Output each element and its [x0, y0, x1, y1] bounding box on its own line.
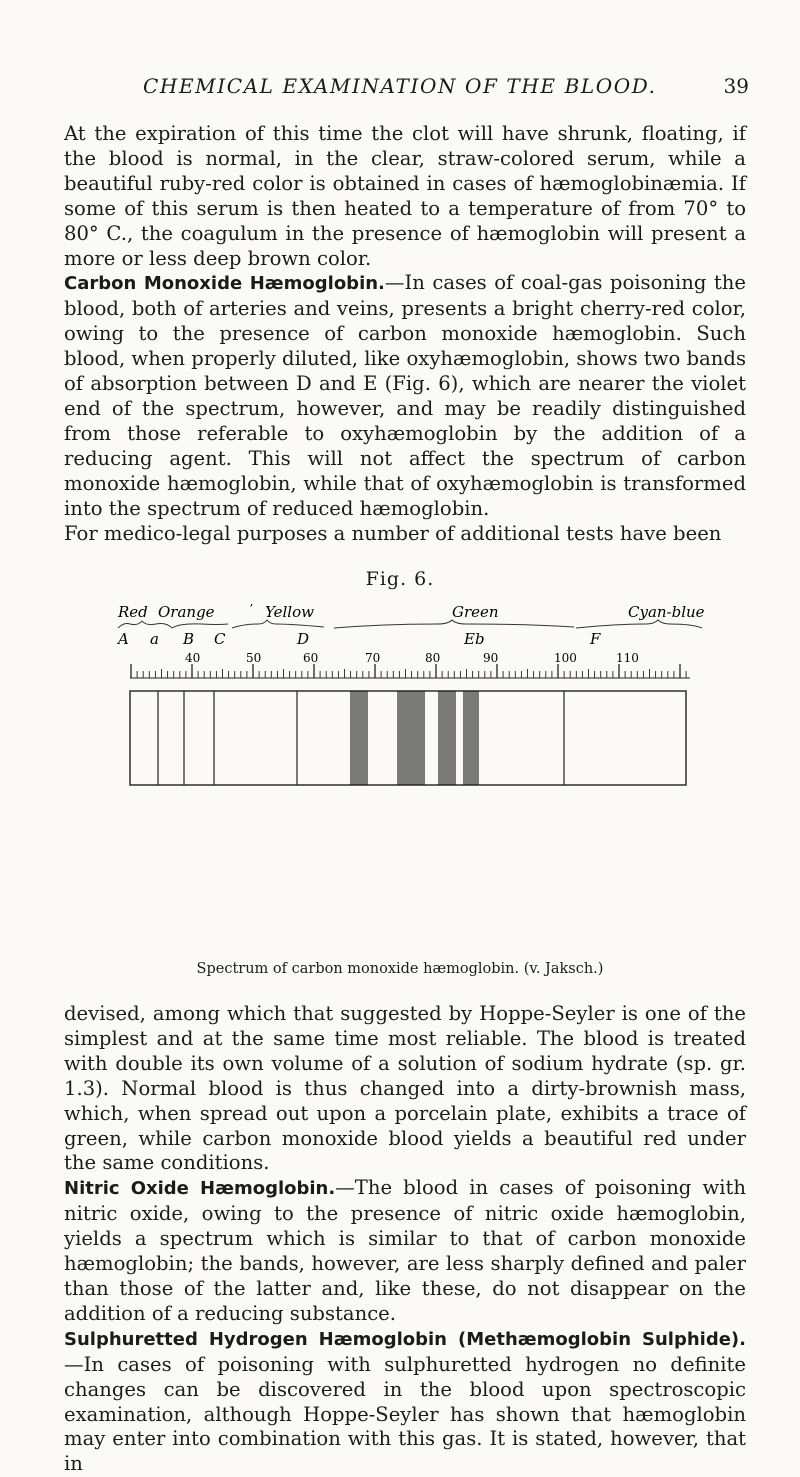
line-letter-F: F: [590, 630, 601, 648]
heading-nitric-oxide: Nitric Oxide Hæmoglobin.: [64, 1178, 336, 1200]
paragraph-expiration: At the expiration of this time the clot will have shrunk, floating, if the blood is normal, in the clear, straw-colored serum, while a beautiful ruby-red color is obtained in cases of hæmoglobinæmia. If some of this serum is then heated to a temperature of from 70° to 80° C., the coagulum in the presence of hæmoglobin will present a more or less deep brown color.: [64, 122, 746, 270]
line-letter-A: A: [118, 630, 129, 648]
line-letter-D: D: [297, 630, 310, 648]
svg-text:ʼ: ʼ: [249, 602, 253, 616]
scale-number: 100: [554, 651, 577, 665]
scale-number: 90: [483, 651, 499, 665]
line-letter-C: C: [214, 630, 226, 648]
line-letter-Eb: Eb: [464, 630, 485, 648]
page-number: 39: [723, 74, 749, 98]
text-block-lower: [64, 1002, 746, 1477]
figure-label: Fig. 6.: [365, 568, 435, 590]
scale-number: 40: [185, 651, 201, 665]
scale-number: 80: [425, 651, 441, 665]
absorption-bands: [351, 691, 478, 785]
color-label-cyan-blue: Cyan-blue: [628, 603, 705, 621]
paragraph-sulphuretted: [64, 1327, 746, 1477]
fraunhofer-lines: [116, 630, 601, 648]
color-brace: [118, 621, 172, 628]
color-label-orange: Orange: [158, 603, 215, 621]
scale-number: 60: [303, 651, 319, 665]
paragraph-medico-legal-start: For medico-legal purposes a number of additional tests have been: [64, 521, 722, 545]
nitric-oxide-text: —The blood in cases of poisoning with nitric oxide, owing to the presence of nitric oxide hæmoglobin, yields a spectrum which is similar to that of carbon monoxide hæmoglobin; the bands, however, are less sharply defined and paler than those of the latter and, like these, do not disappear on the addition of a reducing substance.: [64, 1176, 746, 1325]
running-title: CHEMICAL EXAMINATION OF THE BLOOD.: [143, 74, 657, 98]
scale-number: 50: [246, 651, 262, 665]
color-label-yellow: Yellow: [265, 603, 314, 621]
color-label-green: Green: [452, 603, 499, 621]
line-letter-a: a: [150, 630, 159, 648]
line-letter-B: B: [183, 630, 195, 648]
figure-caption: Spectrum of carbon monoxide hæmoglobin. (v. Jaksch.): [196, 961, 604, 977]
scale-numbers: [185, 651, 639, 665]
scale-number: 110: [616, 651, 639, 665]
paragraph-nitric-oxide: [64, 1176, 746, 1326]
heading-sulphuretted: Sulphuretted Hydrogen Hæmoglobin (Methæmoglobin Sulphide).: [64, 1328, 746, 1350]
sulphuretted-text: —In cases of poisoning with sulphuretted hydrogen no definite changes can be discovered in the blood upon spectroscopic examination, although Hoppe-Seyler has shown that hæmoglobin may enter into combination with this gas. It is stated, however, that in: [64, 1352, 746, 1476]
scale-number: 70: [365, 651, 381, 665]
color-label-red: Red: [118, 603, 148, 621]
carbon-monoxide-text: —In cases of coal-gas poisoning the blood, both of arteries and veins, presents a bright cherry-red color, owing to the presence of carbon monoxide hæmoglobin. Such blood, when properly diluted, like oxyhæmoglobin, shows two bands of absorption between D and E (Fig. 6), which are nearer the violet end of the spectrum, however, and may be readily distinguished from those referable to oxyhæmoglobin by the addition of a reducing agent. This will not affect the spectrum of carbon monoxide hæmoglobin, while that of oxyhæmoglobin is transformed into the spectrum of reduced hæmoglobin.: [64, 271, 747, 520]
paragraph-medico-legal-cont: devised, among which that suggested by Hoppe-Seyler is one of the simplest and at the same time most reliable. The blood is treated with double its own volume of a solution of sodium hydrate (sp. gr. 1.3). Normal blood is thus changed into a dirty-brownish mass, which, when spread out upon a porcelain plate, exhibits a trace of green, while carbon monoxide blood yields a beautiful red under the same conditions.: [64, 1002, 746, 1175]
spectrum-scale-ruler: [130, 664, 690, 678]
heading-carbon-monoxide: Carbon Monoxide Hæmoglobin.: [64, 273, 385, 295]
